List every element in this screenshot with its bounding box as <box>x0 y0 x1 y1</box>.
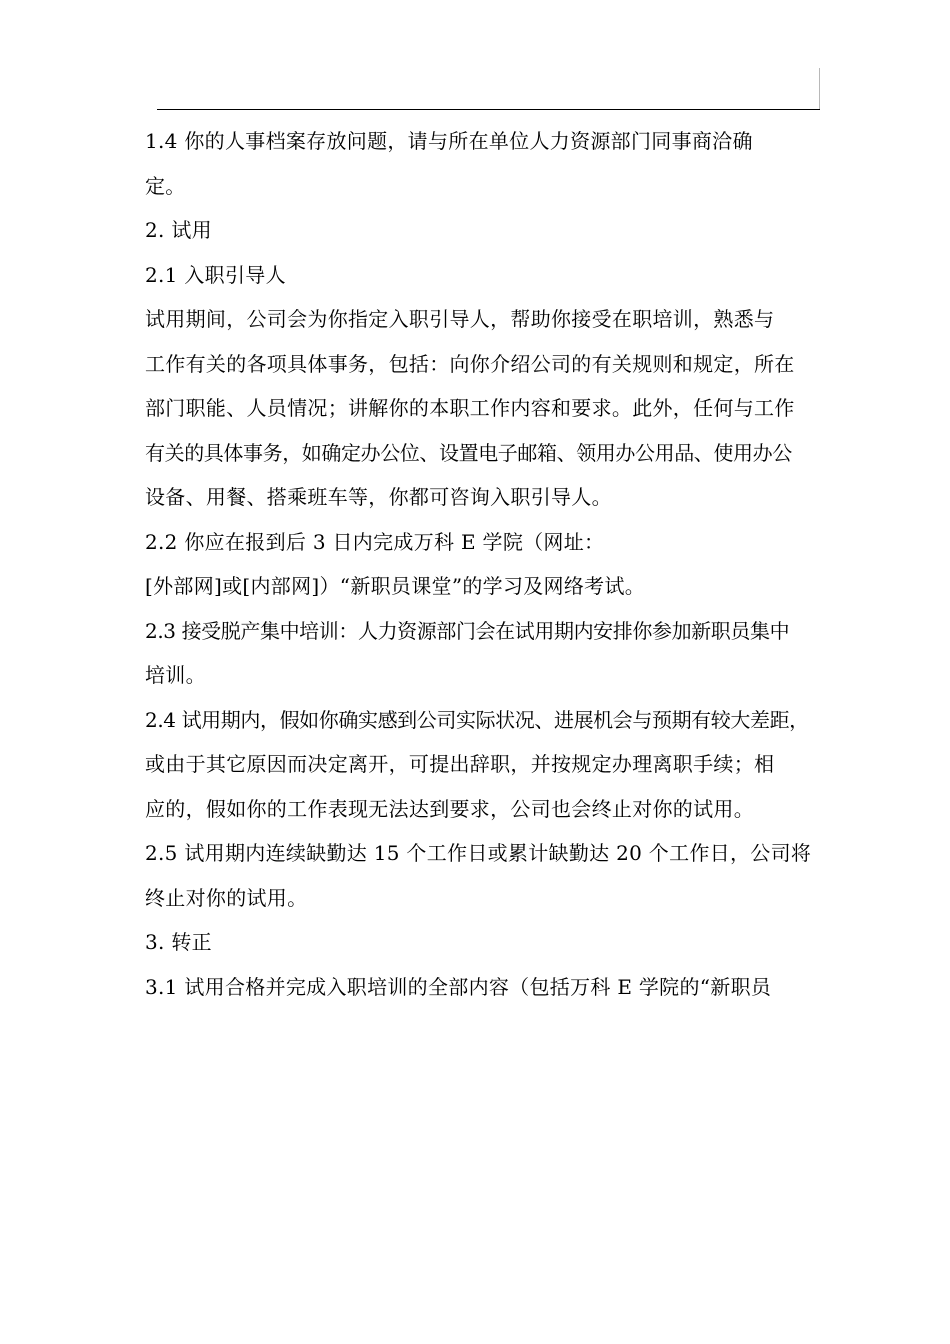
paragraph-2-1-line-3: 部门职能、人员情况；讲解你的本职工作内容和要求。此外，任何与工作 <box>145 396 795 420</box>
text-line-2-2: 2.2 你应在报到后 3 日内完成万科 E 学院（网址： <box>145 529 605 554</box>
section-heading-3: 3. 转正 <box>145 930 212 954</box>
paragraph-2-1-line-2: 工作有关的各项具体事务，包括：向你介绍公司的有关规则和规定，所在 <box>145 351 795 376</box>
text-line-2-4-cont-2: 应的，假如你的工作表现无法达到要求，公司也会终止对你的试用。 <box>145 796 754 821</box>
paragraph-2-1-line-4: 有关的具体事务，如确定办公位、设置电子邮箱、领用办公用品、使用办公 <box>145 440 792 465</box>
text-line-2-5: 2.5 试用期内连续缺勤达 15 个工作日或累计缺勤达 20 个工作日，公司将 <box>145 841 812 865</box>
paragraph-2-1-line-1: 试用期间，公司会为你指定入职引导人，帮助你接受在职培训，熟悉与 <box>145 307 775 331</box>
text-line-2-2-cont: [外部网]或[内部网]）“新职员课堂”的学习及网络考试。 <box>145 574 646 598</box>
subsection-heading-2-1: 2.1 入职引导人 <box>145 262 286 287</box>
document-body <box>145 119 813 1009</box>
text-line-1-4-cont: 定。 <box>145 173 186 198</box>
header-rule <box>157 109 820 110</box>
section-heading-2: 2. 试用 <box>145 218 212 242</box>
text-line-2-4: 2.4 试用期内，假如你确实感到公司实际状况、进展机会与预期有较大差距， <box>145 707 809 732</box>
paragraph-2-1-line-5: 设备、用餐、搭乘班车等，你都可咨询入职引导人。 <box>145 485 612 509</box>
text-line-3-1: 3.1 试用合格并完成入职培训的全部内容（包括万科 E 学院的“新职员 <box>145 974 772 999</box>
text-line-2-3: 2.3 接受脱产集中培训：人力资源部门会在试用期内安排你参加新职员集中 <box>145 618 790 643</box>
page-margin-mark <box>819 68 820 110</box>
text-line-2-3-cont: 培训。 <box>145 663 206 687</box>
text-line-2-4-cont-1: 或由于其它原因而决定离开，可提出辞职，并按规定办理离职手续；相 <box>145 752 775 776</box>
text-line-2-5-cont: 终止对你的试用。 <box>145 885 308 910</box>
text-line-1-4: 1.4 你的人事档案存放问题，请与所在单位人力资源部门同事商洽确 <box>145 129 753 153</box>
